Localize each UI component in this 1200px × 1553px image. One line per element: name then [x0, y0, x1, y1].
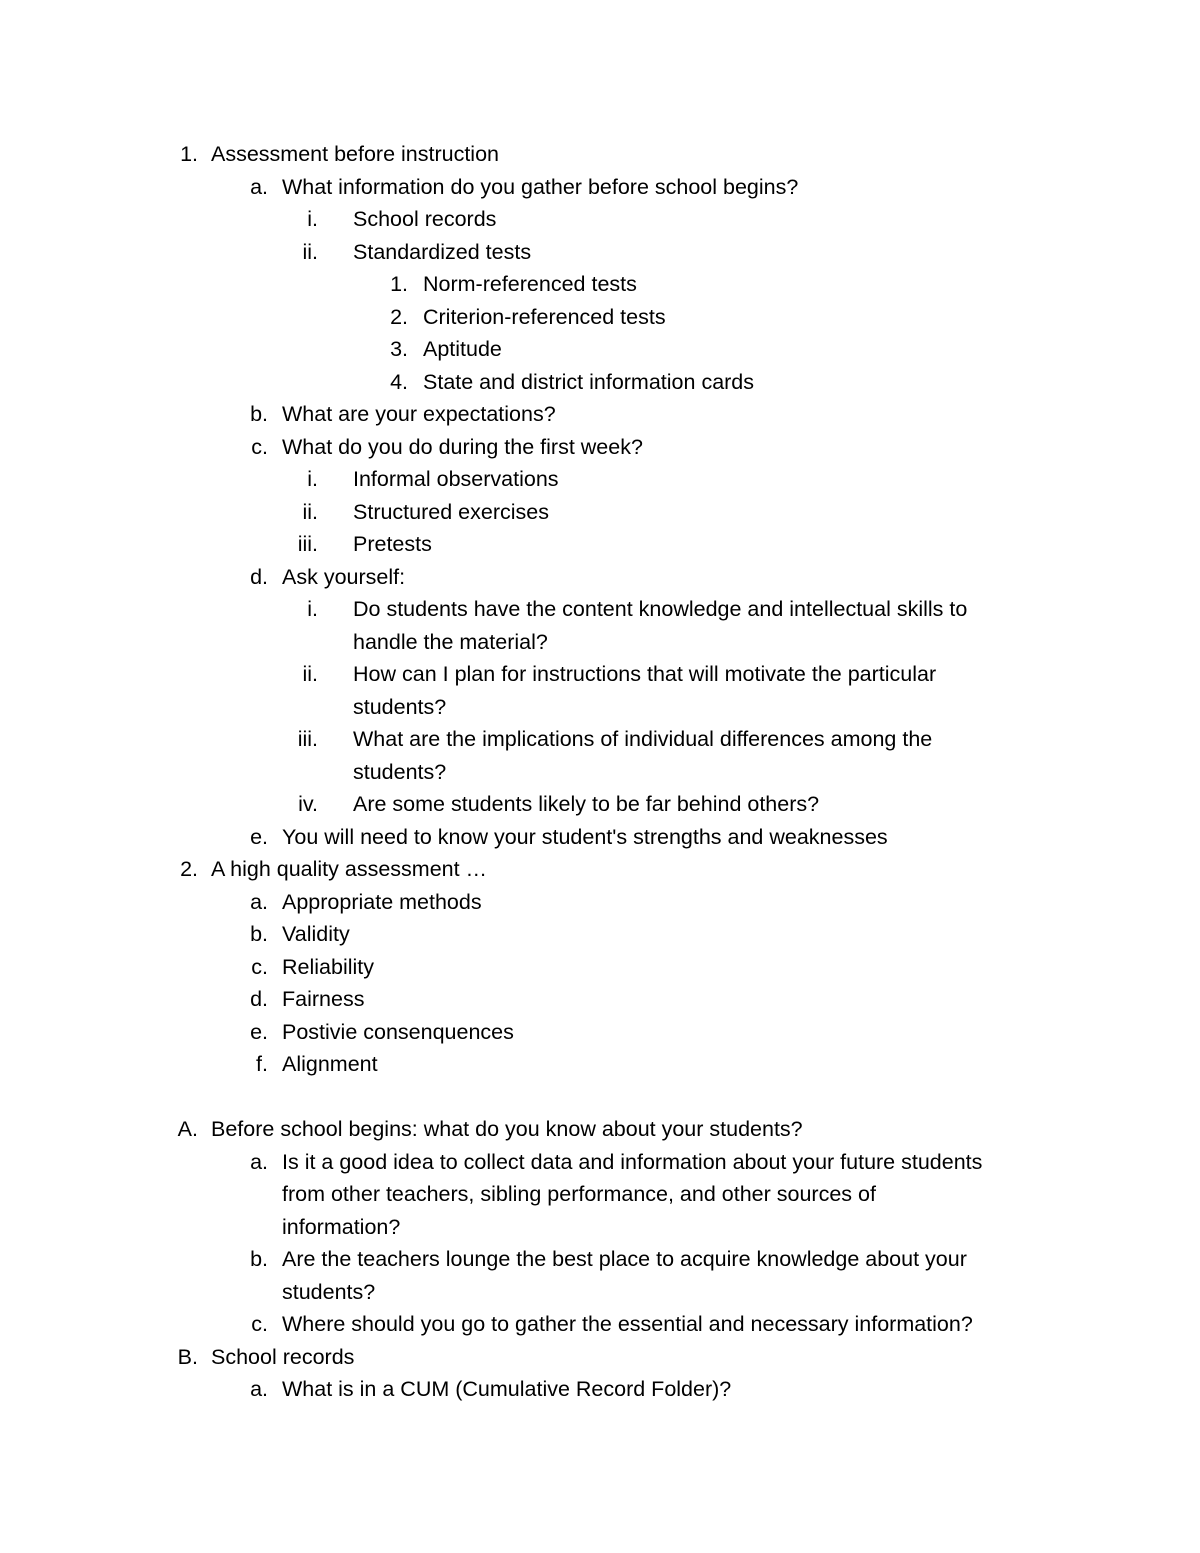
outline-item-level-2 [0, 171, 1200, 204]
outline-item-level-4 [0, 366, 1200, 399]
outline-item-level-2 [0, 951, 1200, 984]
list-item-text: Appropriate methods [282, 889, 482, 914]
list-marker: A. [177, 1117, 198, 1141]
list-marker: a. [250, 889, 268, 914]
outline-item-continuation [0, 1178, 1200, 1211]
outline-item-level-2 [0, 1373, 1200, 1406]
list-marker: c. [251, 1312, 268, 1336]
list-item-text: from other teachers, sibling performance, and other sources of [282, 1182, 876, 1206]
list-marker: ii. [302, 499, 318, 524]
outline-item-level-2 [0, 1048, 1200, 1081]
list-item-text: What do you do during the first week? [282, 434, 643, 459]
outline-item-level-3 [0, 593, 1200, 626]
list-marker: a. [250, 1149, 268, 1174]
outline-item-continuation [0, 691, 1200, 724]
outline-item-level-3 [0, 203, 1200, 236]
list-item-text: handle the material? [353, 629, 548, 654]
outline-item-level-4 [0, 268, 1200, 301]
outline-item-level-3 [0, 496, 1200, 529]
list-marker: a. [250, 174, 268, 199]
list-marker: e. [250, 1019, 268, 1044]
list-item-text: Informal observations [353, 467, 559, 491]
list-marker: iii. [297, 532, 318, 556]
list-item-text: Standardized tests [353, 239, 532, 264]
list-item-text: Pretests [353, 532, 432, 556]
list-marker: c. [251, 954, 268, 979]
list-marker: 1. [180, 142, 198, 166]
list-item-text: What are your expectations? [282, 402, 556, 426]
outline-item-continuation [0, 1211, 1200, 1244]
outline-item-level-2 [0, 821, 1200, 854]
outline-item-level-2 [0, 1146, 1200, 1179]
list-marker: B. [177, 1344, 198, 1369]
list-item-text: How can I plan for instructions that will motivate the particular [353, 662, 937, 686]
list-marker: i. [307, 597, 318, 621]
list-item-text: What is in a CUM (Cumulative Record Folder)? [282, 1377, 732, 1401]
list-item-text: students? [282, 1279, 376, 1304]
list-marker: ii. [302, 239, 318, 264]
outline-item-level-1 [0, 1113, 1200, 1146]
list-marker: 4. [390, 369, 408, 394]
outline-item-continuation [0, 626, 1200, 659]
list-item-text: Aptitude [423, 337, 502, 361]
list-item-text: What are the implications of individual differences among the [353, 727, 933, 751]
outline-item-level-3 [0, 723, 1200, 756]
list-item-text: Alignment [282, 1052, 378, 1076]
outline-item-level-1 [0, 138, 1200, 171]
list-marker: d. [250, 987, 268, 1011]
list-item-text: Fairness [282, 987, 365, 1011]
list-item-text: students? [353, 759, 447, 784]
list-marker: e. [250, 824, 268, 849]
list-item-text: Ask yourself: [282, 564, 406, 589]
outline-item-level-2 [0, 918, 1200, 951]
outline-item-level-3 [0, 236, 1200, 269]
list-marker: 2. [390, 304, 408, 329]
outline-item-level-2 [0, 398, 1200, 431]
list-item-text: Is it a good idea to collect data and information about your future students [282, 1149, 983, 1174]
list-item-text: School records [353, 207, 497, 231]
outline-item-level-2 [0, 983, 1200, 1016]
list-marker: b. [250, 1247, 268, 1271]
list-item-text: Do students have the content knowledge and intellectual skills to [353, 597, 968, 621]
list-marker: 1. [390, 272, 408, 296]
list-item-text: You will need to know your student's strengths and weaknesses [282, 824, 888, 849]
list-marker: i. [307, 207, 318, 231]
outline-item-level-4 [0, 301, 1200, 334]
list-item-text: Postivie consenquences [282, 1019, 514, 1044]
list-item-text: Structured exercises [353, 499, 549, 524]
list-item-text: School records [211, 1344, 355, 1369]
list-item-text: Criterion-referenced tests [423, 304, 666, 329]
outline-item-level-2 [0, 1308, 1200, 1341]
outline-item-level-1 [0, 1341, 1200, 1374]
list-item-text: Are some students likely to be far behind others? [353, 792, 820, 816]
list-item-text: Norm-referenced tests [423, 272, 637, 296]
outline-item-level-1 [0, 853, 1200, 886]
list-item-text: Are the teachers lounge the best place to acquire knowledge about your [282, 1247, 967, 1271]
list-marker: ii. [302, 662, 318, 686]
outline-item-continuation [0, 756, 1200, 789]
list-item-text: Assessment before instruction [211, 142, 499, 166]
list-marker: iii. [297, 727, 318, 751]
outline-item-level-3 [0, 788, 1200, 821]
outline-item-level-3 [0, 463, 1200, 496]
outline-item-continuation [0, 1276, 1200, 1309]
list-item-text: State and district information cards [423, 369, 755, 394]
list-marker: i. [307, 467, 318, 491]
list-item-text: What information do you gather before school begins? [282, 174, 799, 199]
outline-item-level-2 [0, 1243, 1200, 1276]
list-marker: a. [250, 1377, 268, 1401]
outline-item-level-3 [0, 658, 1200, 691]
list-marker: f. [256, 1052, 268, 1076]
list-item-text: Validity [282, 922, 350, 946]
outline-item-level-4 [0, 333, 1200, 366]
list-item-text: Where should you go to gather the essential and necessary information? [282, 1312, 973, 1336]
outline-item-level-3 [0, 528, 1200, 561]
blank-line [0, 1081, 1200, 1114]
list-marker: d. [250, 564, 268, 589]
list-marker: b. [250, 402, 268, 426]
list-marker: 2. [180, 857, 198, 881]
list-marker: b. [250, 922, 268, 946]
outline-item-level-2 [0, 1016, 1200, 1049]
list-item-text: Reliability [282, 954, 375, 979]
list-marker: c. [251, 434, 268, 459]
list-item-text: A high quality assessment … [211, 857, 488, 881]
list-item-text: information? [282, 1214, 401, 1239]
list-item-text: students? [353, 694, 447, 719]
list-marker: iv. [298, 792, 318, 816]
outline-item-level-2 [0, 561, 1200, 594]
list-item-text: Before school begins: what do you know about your students? [211, 1117, 803, 1141]
outline-list [0, 138, 1200, 1406]
outline-item-level-2 [0, 431, 1200, 464]
list-marker: 3. [390, 337, 408, 361]
outline-item-level-2 [0, 886, 1200, 919]
